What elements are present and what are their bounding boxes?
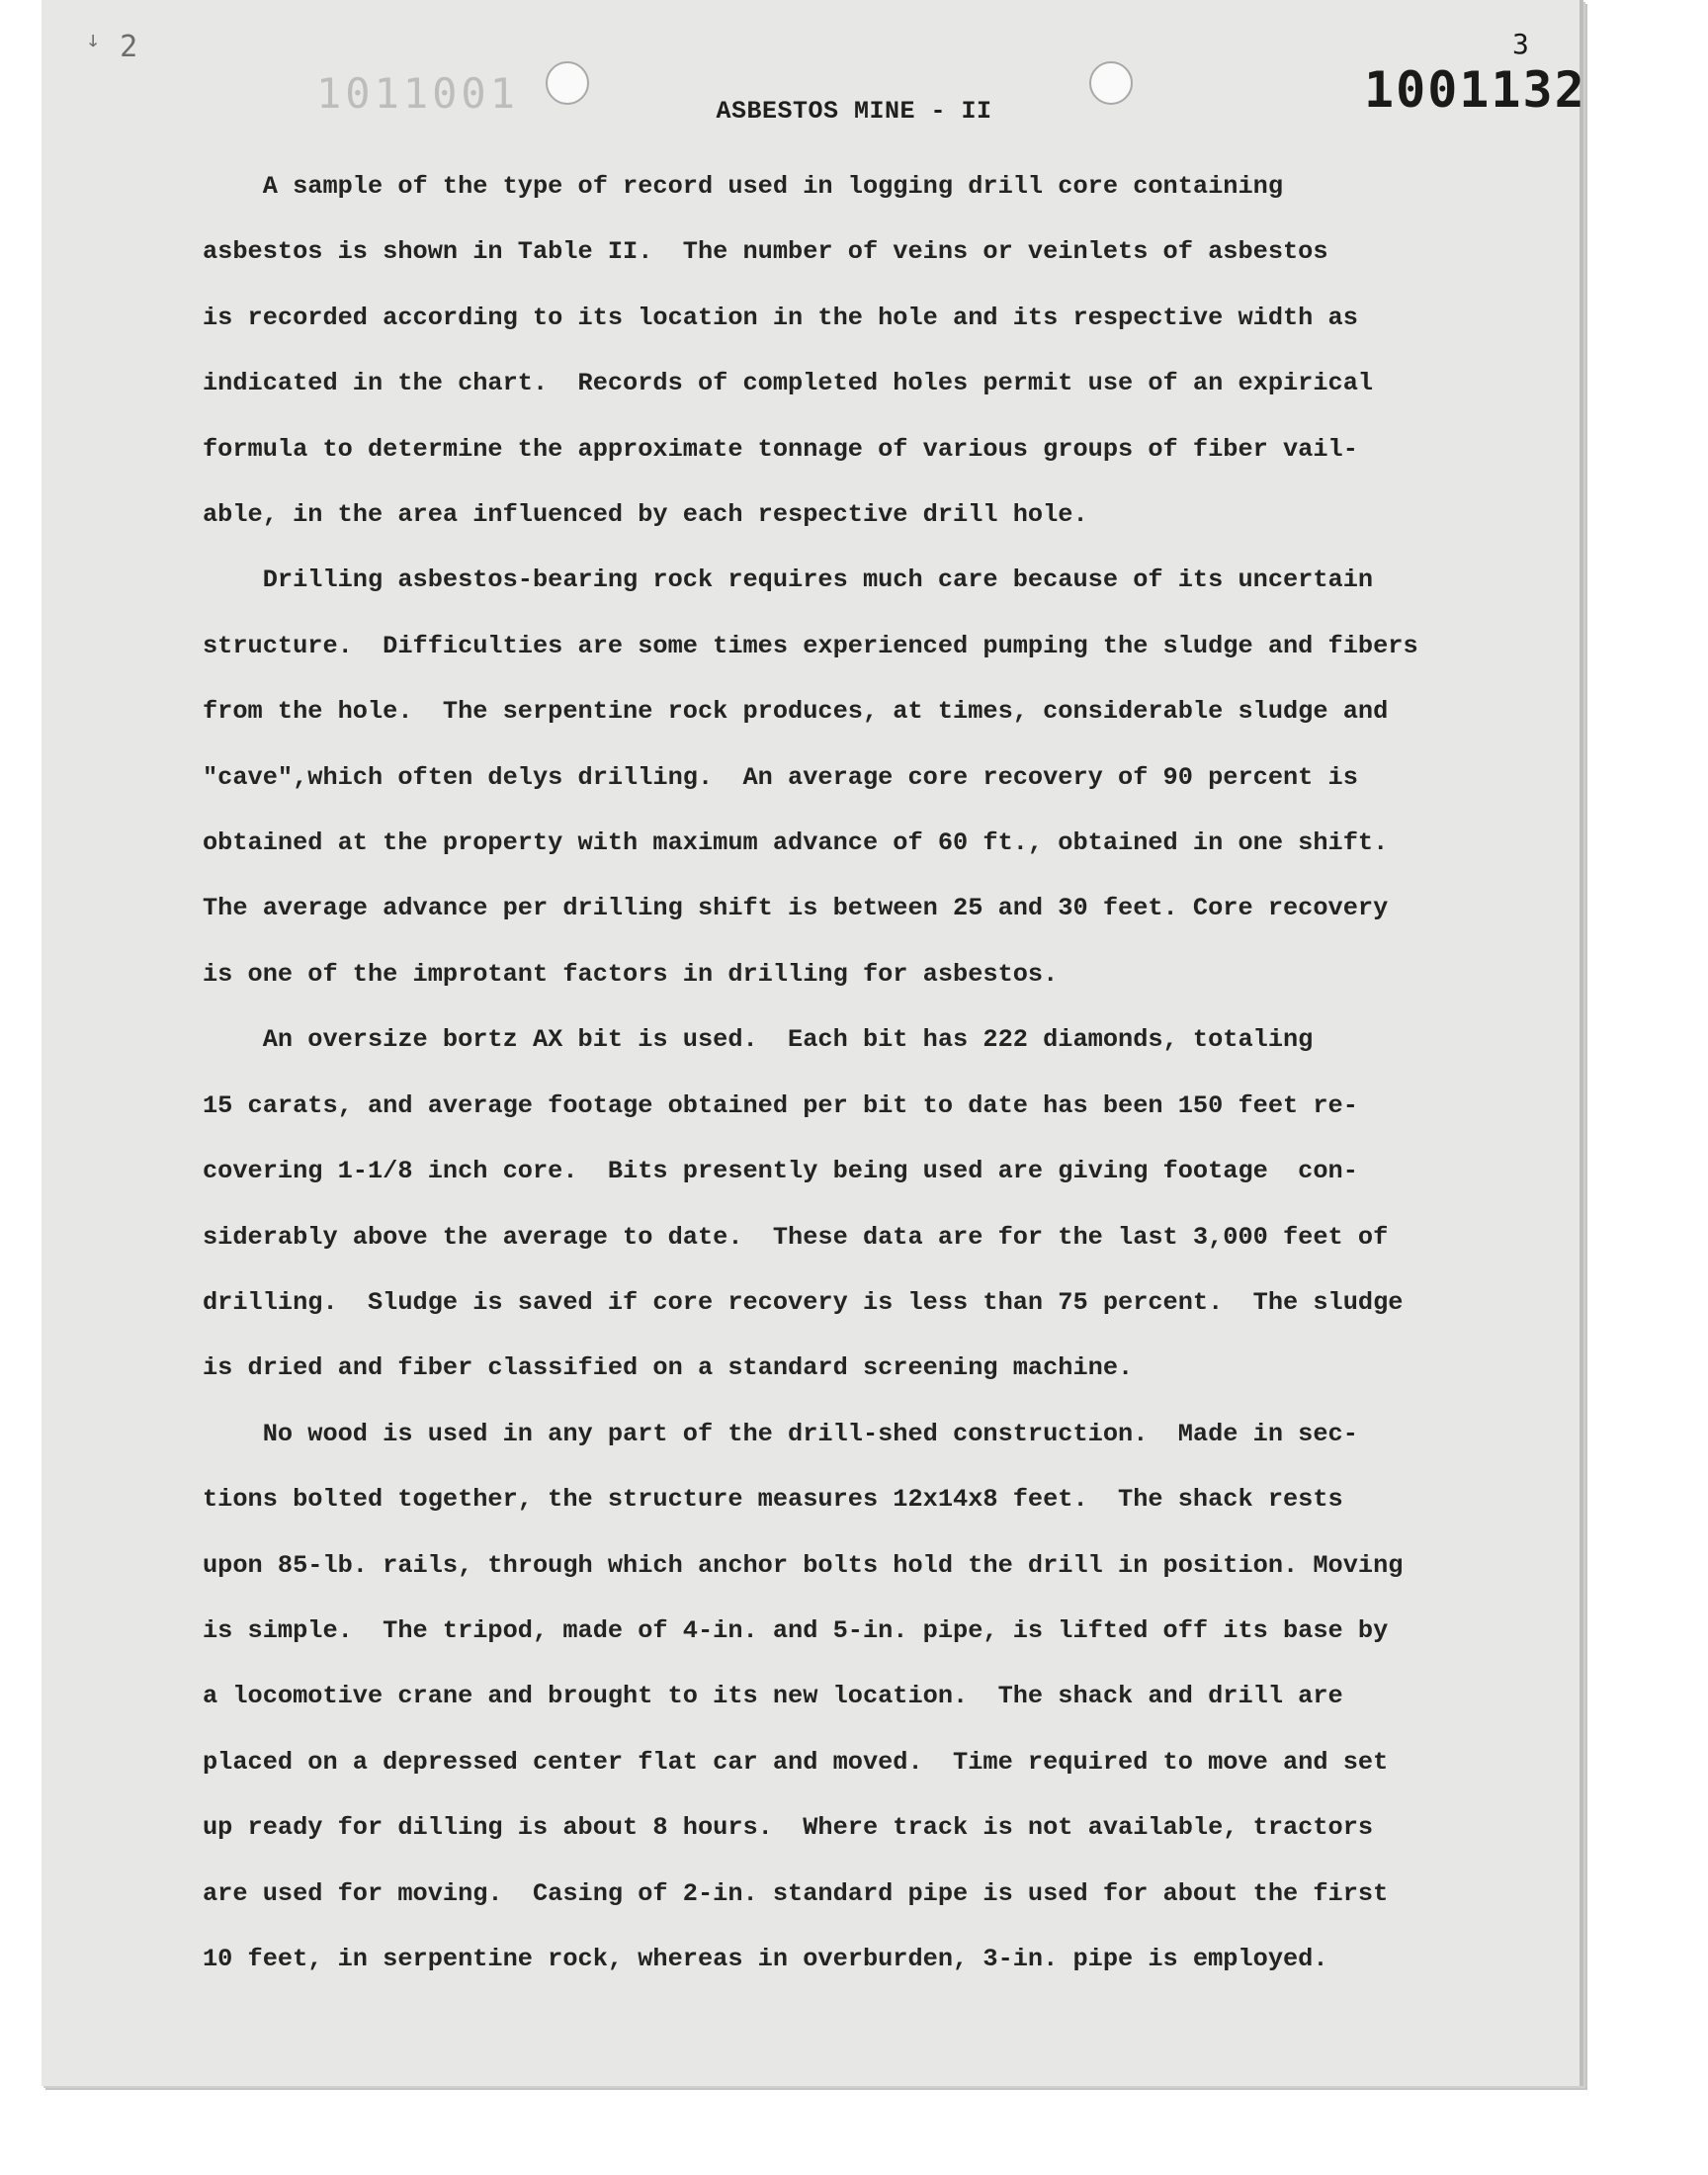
text-line: from the hole. The serpentine rock produces, at times, considerable sludge and: [203, 697, 1389, 727]
text-line: formula to determine the approximate tonnage of various groups of fiber vail-: [203, 434, 1358, 464]
text-line: siderably above the average to date. These data are for the last 3,000 feet of: [203, 1222, 1389, 1252]
document-number: 1001132: [1364, 61, 1586, 119]
margin-mark: ꜜ 2: [84, 30, 138, 64]
text-line: 15 carats, and average footage obtained per bit to date has been 150 feet re-: [203, 1090, 1358, 1120]
text-line: is one of the improtant factors in drilling for asbestos.: [203, 959, 1059, 989]
text-line: A sample of the type of record used in logging drill core containing: [203, 172, 1284, 201]
text-line: tions bolted together, the structure measures 12x14x8 feet. The shack rests: [203, 1485, 1343, 1515]
text-line: upon 85-lb. rails, through which anchor bolts hold the drill in position. Moving: [203, 1550, 1404, 1580]
text-line: obtained at the property with maximum advance of 60 ft., obtained in one shift.: [203, 828, 1389, 858]
text-line: placed on a depressed center flat car and moved. Time required to move and set: [203, 1747, 1389, 1777]
paper-edge: [1580, 0, 1583, 2086]
body-text: [203, 154, 1567, 1992]
paragraph-2: [203, 548, 1567, 1007]
text-line: The average advance per drilling shift is between 25 and 30 feet. Core recovery: [203, 894, 1389, 923]
text-line: is dried and fiber classified on a standard screening machine.: [203, 1353, 1134, 1383]
text-line: are used for moving. Casing of 2-in. standard pipe is used for about the first: [203, 1878, 1389, 1908]
text-line: able, in the area influenced by each respective drill hole.: [203, 500, 1088, 530]
text-line: is recorded according to its location in the hole and its respective width as: [203, 303, 1358, 332]
text-line: "cave",which often delys drilling. An average core recovery of 90 percent is: [203, 762, 1358, 792]
page-title: ASBESTOS MINE - II: [716, 97, 992, 126]
text-line: structure. Difficulties are some times experienced pumping the sludge and fibers: [203, 631, 1418, 660]
paragraph-1: [203, 154, 1567, 548]
text-line: No wood is used in any part of the drill-shed construction. Made in sec-: [203, 1419, 1358, 1448]
text-line: An oversize bortz AX bit is used. Each bit has 222 diamonds, totaling: [203, 1025, 1314, 1055]
text-line: indicated in the chart. Records of completed holes permit use of an expirical: [203, 369, 1374, 398]
text-line: 10 feet, in serpentine rock, whereas in overburden, 3-in. pipe is employed.: [203, 1944, 1328, 1973]
text-line: Drilling asbestos-bearing rock requires much care because of its uncertain: [203, 566, 1374, 595]
text-line: drilling. Sludge is saved if core recovery is less than 75 percent. The sludge: [203, 1287, 1404, 1317]
paragraph-4: [203, 1402, 1567, 1993]
page-number: 3: [1512, 28, 1529, 60]
text-line: is simple. The tripod, made of 4-in. and 5-in. pipe, is lifted off its base by: [203, 1615, 1389, 1645]
text-line: covering 1-1/8 inch core. Bits presently being used are giving footage con-: [203, 1157, 1358, 1186]
text-line: up ready for dilling is about 8 hours. Where track is not available, tractors: [203, 1813, 1374, 1843]
paragraph-3: [203, 1007, 1567, 1401]
text-line: a locomotive crane and brought to its new location. The shack and drill are: [203, 1682, 1343, 1711]
text-line: asbestos is shown in Table II. The number of veins or veinlets of asbestos: [203, 237, 1328, 267]
faint-stamp-number: 1011001: [316, 69, 520, 118]
